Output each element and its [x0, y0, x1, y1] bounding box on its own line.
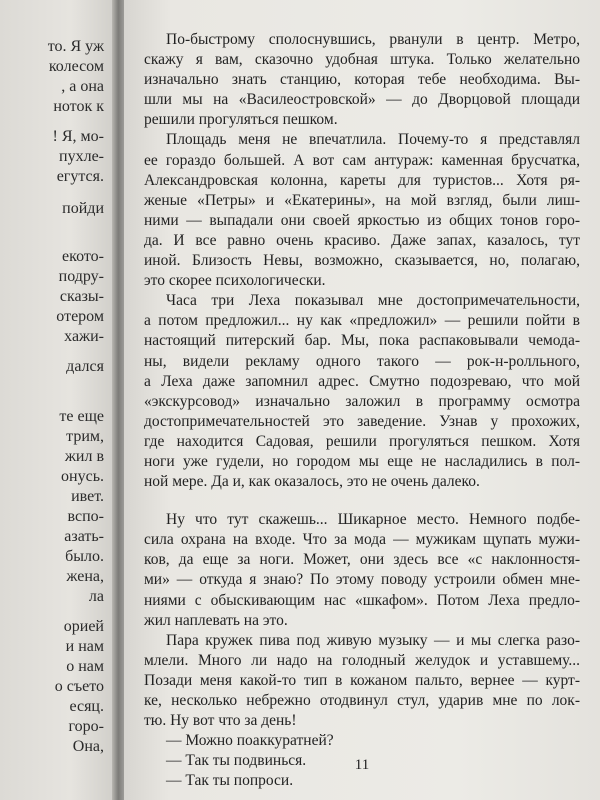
text-line: а Леха даже запомнил адрес. Смутно подозреваю, что мой: [144, 372, 580, 390]
left-page-line: колесом: [48, 58, 104, 75]
left-page-line: о съето: [54, 678, 104, 695]
text-line: настоящий питерский бар. Мы, пока распаковывали чемода-: [144, 332, 580, 350]
text-line: — Так ты подвинься.: [166, 752, 307, 770]
left-page-line: горо-: [68, 718, 104, 735]
left-page: [0, 0, 118, 800]
left-page-line: пойди: [62, 200, 104, 217]
text-line: иной. Близость Невы, возможно, сказывается, но, полагаю,: [144, 252, 580, 270]
left-page-line: то. Я уж: [47, 38, 104, 55]
text-line: Александровская колонна, кареты для туристов... Хотя ря-: [144, 171, 580, 189]
text-line: это скорее психологически.: [144, 272, 326, 290]
text-line: тю. Ну вот что за день!: [144, 712, 297, 730]
text-line: сила охрана на входе. Что за мода — мужикам щупать мужи-: [144, 531, 580, 549]
left-page-line: есяц.: [69, 698, 104, 715]
paragraph: [144, 510, 580, 631]
left-page-line: было.: [65, 548, 104, 565]
left-page-line: и нам: [65, 638, 104, 655]
left-page-line: жил в: [64, 448, 104, 465]
left-page-line: дался: [66, 358, 104, 375]
text-line: ми» — откуда я знаю? По этому поводу устроили обмен мне-: [144, 571, 580, 589]
text-line: скажу я вам, сказочно удобная штука. Только желательно: [144, 51, 580, 69]
text-line: ной мере. Да и, как оказалось, это не очень далеко.: [144, 473, 480, 491]
text-line: Позади меня какой-то тип в кожаном пальто, вернее — курт-: [144, 671, 580, 689]
text-line: достопримечательностей это заведение. Узнав у прохожих,: [144, 412, 580, 430]
text-line: ноги уже гудели, но городом мы еще не насладились в пол-: [144, 452, 580, 470]
text-line: ее гораздо большей. А вот сам антураж: каменная брусчатка,: [144, 151, 580, 169]
text-line: жил наплевать на это.: [144, 611, 288, 629]
text-line: ны, видели рекламу одного такого — рок-н-ролльного,: [144, 352, 580, 370]
right-page: [124, 0, 600, 800]
text-line: млели. Много ли надо на голодный желудок и уставшему...: [144, 651, 580, 669]
text-line: — Можно поаккуратней?: [166, 732, 334, 750]
left-page-line: о нам: [66, 658, 104, 675]
left-page-line: те еще: [59, 408, 104, 425]
left-page-line: жена,: [66, 568, 104, 585]
text-line: решили прогуляться пешком.: [144, 111, 338, 129]
left-page-line: вспо-: [67, 508, 104, 525]
page-number: 11: [354, 757, 370, 773]
text-line: Площадь меня не впечатлила. Почему-то я представлял: [166, 131, 580, 149]
text-line: где находится Садовая, решили прогуляться пешком. Хотя: [144, 432, 580, 450]
left-page-line: егутся.: [56, 168, 104, 185]
text-line: ними — выпадали они своей яркостью из общих тонов горо-: [144, 211, 580, 229]
left-page-line: хажи-: [64, 328, 104, 345]
text-line: ке, несколько небрежно отодвинул стул, ударив мне по лок-: [144, 692, 580, 709]
text-line: Пара кружек пива под живую музыку — и мы слегка разо-: [166, 631, 580, 649]
text-line: «экскурсовод» изначально заложил в программу осмотра: [144, 392, 580, 410]
section-break: [144, 492, 580, 510]
left-page-line: трим,: [66, 428, 104, 445]
paragraph: [144, 30, 580, 130]
left-page-line: ! Я, мо-: [52, 128, 104, 145]
paragraph: [144, 731, 580, 751]
left-page-line: Она,: [72, 738, 104, 755]
left-page-line: ла: [88, 588, 104, 605]
text-line: Часа три Леха показывал мне достопримечательности,: [166, 292, 580, 310]
left-page-line: , а она: [61, 78, 104, 95]
left-page-line: отером: [56, 308, 104, 325]
page-text: [144, 30, 580, 791]
left-page-line: сказы-: [59, 288, 104, 305]
left-page-line: онусь.: [61, 468, 104, 485]
text-line: Ну что тут скажешь... Шикарное место. Немного подбе-: [166, 511, 580, 529]
left-page-line: подру-: [58, 268, 104, 285]
paragraph: [144, 130, 580, 291]
paragraph: [144, 771, 580, 791]
left-page-line: пухле-: [59, 148, 104, 165]
text-line: По-быстрому сполоснувшись, рванули в центр. Метро,: [166, 31, 580, 48]
left-page-line: орией: [63, 618, 104, 635]
left-page-line: екото-: [62, 248, 104, 265]
text-line: женые «Петры» и «Екатерины», на мой взгляд, были лиш-: [144, 191, 580, 209]
text-line: а потом предложил... ну как «предложил» — решили пойти в: [144, 312, 580, 330]
left-page-line: ивет.: [71, 488, 104, 505]
text-line: да. И все равно очень красиво. Даже запах, казалось, тут: [144, 231, 580, 249]
text-line: ниями с обыскивающим нас «шкафом». Потом Леха предло-: [144, 591, 580, 609]
paragraph: [144, 291, 580, 492]
left-page-line: азать-: [64, 528, 104, 545]
text-line: ков, да еще за ноги. Может, они здесь все «с наклонностя-: [144, 551, 580, 569]
text-line: — Так ты попроси.: [166, 772, 294, 790]
left-page-line: ноток к: [53, 98, 104, 115]
paragraph: [144, 631, 580, 731]
text-line: изначально знать станцию, которая тебе необходима. Вы-: [144, 71, 580, 89]
text-line: шли мы на «Василеостровской» — до Дворцовой площади: [144, 91, 580, 109]
